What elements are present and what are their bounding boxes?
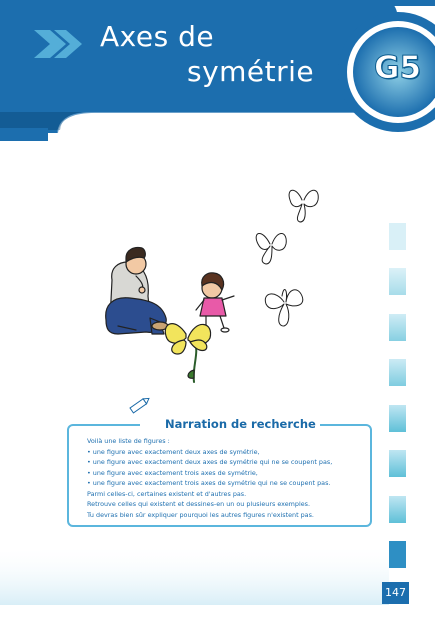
- illustration: [106, 190, 319, 382]
- page-title-line-1: Axes de: [100, 20, 215, 53]
- narration-line: Retrouve celles qui existent et dessines-en un ou plusieurs exemples.: [87, 500, 311, 508]
- narration-line: Voilà une liste de figures :: [87, 437, 170, 445]
- narration-line: • une figure avec exactement deux axes de symétrie,: [87, 447, 260, 456]
- chapter-badge: G5: [374, 50, 422, 86]
- narration-line: • une figure avec exactement trois axes de symétrie,: [87, 468, 258, 477]
- page-number: 147: [382, 582, 409, 604]
- bottom-glow: [0, 544, 389, 605]
- narration-line: • une figure avec exactement trois axes de symétrie qui ne se coupent pas.: [87, 479, 331, 487]
- narration-text: [87, 436, 362, 520]
- narration-title: Narration de recherche: [165, 417, 316, 431]
- narration-heading: [140, 417, 320, 431]
- narration-line: Parmi celles-ci, certaines existent et d'autres pas.: [87, 489, 247, 498]
- yellow-butterfly-flower: [165, 324, 210, 382]
- pencil-icon: [130, 396, 151, 413]
- narration-line: Tu devras bien sûr expliquer pourquoi les autres figures n'existent pas.: [87, 510, 314, 519]
- narration-line: • une figure avec exactement deux axes de symétrie qui ne se coupent pas,: [87, 458, 333, 466]
- girl-figure: [196, 273, 234, 332]
- side-decor-squares: [389, 223, 406, 568]
- outline-butterflies: [256, 190, 318, 326]
- man-figure: [106, 247, 168, 334]
- page-title-line-2: symétrie: [187, 55, 315, 88]
